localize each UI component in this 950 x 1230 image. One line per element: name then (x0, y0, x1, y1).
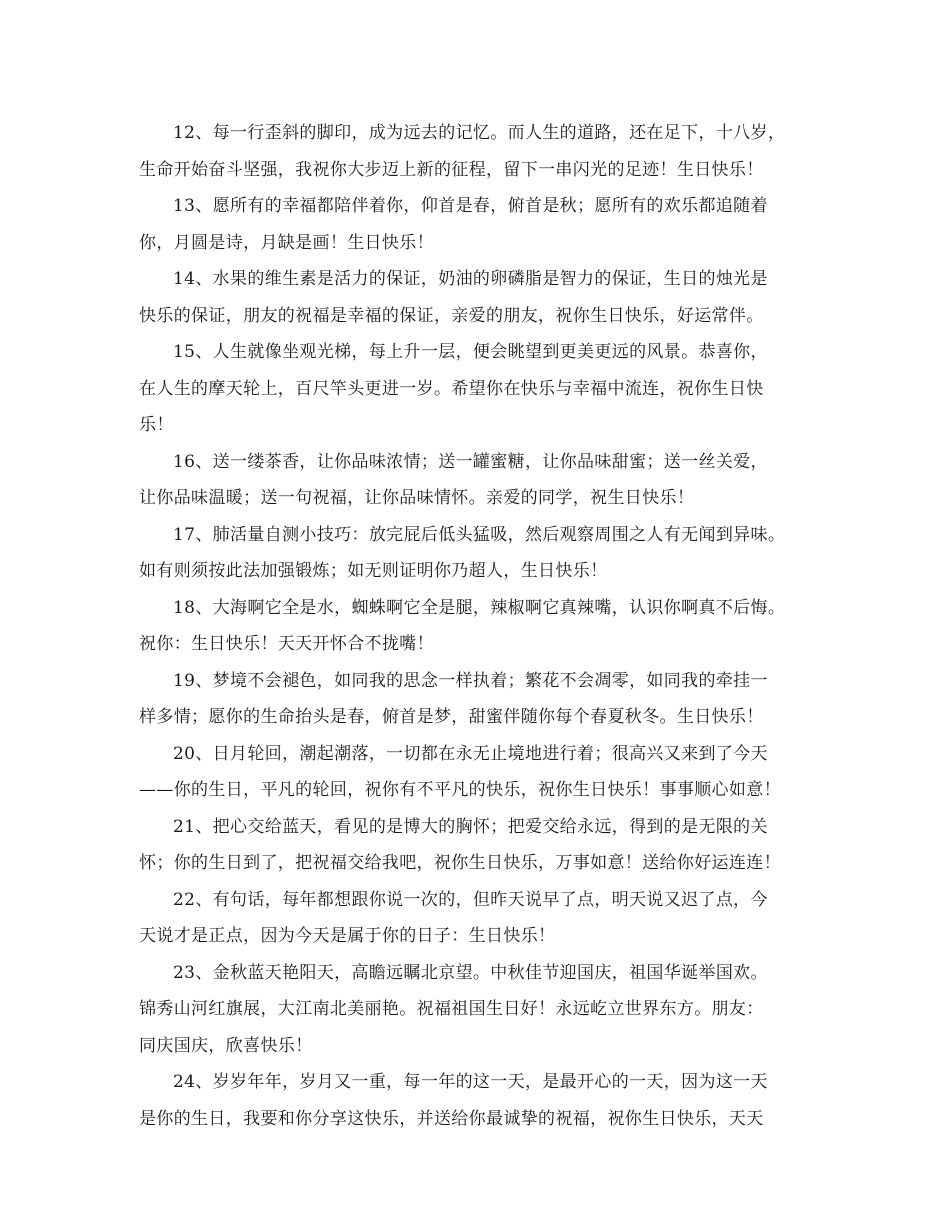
document-body (139, 115, 829, 1137)
paragraph (139, 517, 829, 590)
paragraph (139, 736, 829, 809)
text-line: 19、梦境不会褪色，如同我的思念一样执着；繁花不会凋零，如同我的牵挂一 (173, 670, 768, 691)
text-line: 23、金秋蓝天艳阳天，高瞻远瞩北京望。中秋佳节迎国庆，祖国华诞举国欢。 (173, 962, 768, 983)
text-line: 12、每一行歪斜的脚印，成为远去的记忆。而人生的道路，还在足下，十八岁， (173, 123, 786, 143)
paragraph (139, 663, 829, 736)
paragraph (139, 115, 829, 188)
text-line: 17、肺活量自测小技巧：放完屁后低头猛吸，然后观察周围之人有无闻到异味。 (173, 524, 786, 545)
text-line: 是你的生日，我要和你分享这快乐，并送给你最诚挚的祝福，祝你生日快乐，天天 (139, 1108, 764, 1129)
text-line: 乐！ (139, 415, 174, 435)
paragraph (139, 955, 829, 1065)
text-line: 同庆国庆，欣喜快乐！ (139, 1035, 313, 1056)
text-line: 怀；你的生日到了，把祝福交给我吧，祝你生日快乐，万事如意！送给你好运连连！ (139, 853, 781, 873)
text-line: 在人生的摩天轮上，百尺竿头更进一岁。希望你在快乐与幸福中流连，祝你生日快 (139, 378, 764, 399)
text-line: 21、把心交给蓝天，看见的是博大的胸怀；把爱交给永远，得到的是无限的关 (173, 816, 768, 837)
text-line: 生命开始奋斗坚强，我祝你大步迈上新的征程，留下一串闪光的足迹！生日快乐！ (139, 159, 764, 180)
text-line: 20、日月轮回，潮起潮落，一切都在永无止境地进行着；很高兴又来到了今天 (173, 743, 768, 764)
paragraph (139, 882, 829, 955)
text-line: 样多情；愿你的生命抬头是春，俯首是梦，甜蜜伴随你每个春夏秋冬。生日快乐！ (139, 707, 764, 727)
paragraph (139, 1064, 829, 1137)
text-line: 让你品味温暖；送一句祝福，让你品味情怀。亲爱的同学，祝生日快乐！ (139, 488, 695, 508)
text-line: 你，月圆是诗，月缺是画！生日快乐！ (139, 232, 434, 253)
paragraph (139, 444, 829, 517)
paragraph (139, 809, 829, 882)
paragraph (139, 334, 829, 444)
text-line: 祝你：生日快乐！天天开怀合不拢嘴！ (139, 634, 434, 654)
paragraph (139, 261, 829, 334)
text-line: 22、有句话，每年都想跟你说一次的，但昨天说早了点，明天说又迟了点，今 (173, 889, 768, 910)
text-line: 18、大海啊它全是水，蜘蛛啊它全是腿，辣椒啊它真辣嘴，认识你啊真不后悔。 (173, 597, 786, 618)
text-line: 24、岁岁年年，岁月又一重，每一年的这一天，是最开心的一天，因为这一天 (173, 1072, 768, 1092)
text-line: 13、愿所有的幸福都陪伴着你，仰首是春，俯首是秋；愿所有的欢乐都追随着 (173, 196, 768, 216)
text-line: 快乐的保证，朋友的祝福是幸福的保证，亲爱的朋友，祝你生日快乐，好运常伴。 (139, 305, 764, 326)
text-line: 15、人生就像坐观光梯，每上升一层，便会眺望到更美更远的风景。恭喜你， (173, 342, 768, 362)
paragraph (139, 188, 829, 261)
text-line: 如有则须按此法加强锻炼；如无则证明你乃超人，生日快乐！ (139, 561, 608, 581)
text-line: 天说才是正点，因为今天是属于你的日子：生日快乐！ (139, 926, 556, 946)
text-line: 16、送一缕茶香，让你品味浓情；送一罐蜜糖，让你品味甜蜜；送一丝关爱， (173, 451, 768, 472)
text-line: 14、水果的维生素是活力的保证，奶油的卵磷脂是智力的保证，生日的烛光是 (173, 269, 768, 289)
text-line: ——你的生日，平凡的轮回，祝你有不平凡的快乐，祝你生日快乐！事事顺心如意！ (139, 780, 781, 800)
text-line: 锦秀山河红旗展，大江南北美丽艳。祝福祖国生日好！永远屹立世界东方。朋友： (139, 999, 764, 1019)
paragraph (139, 590, 829, 663)
